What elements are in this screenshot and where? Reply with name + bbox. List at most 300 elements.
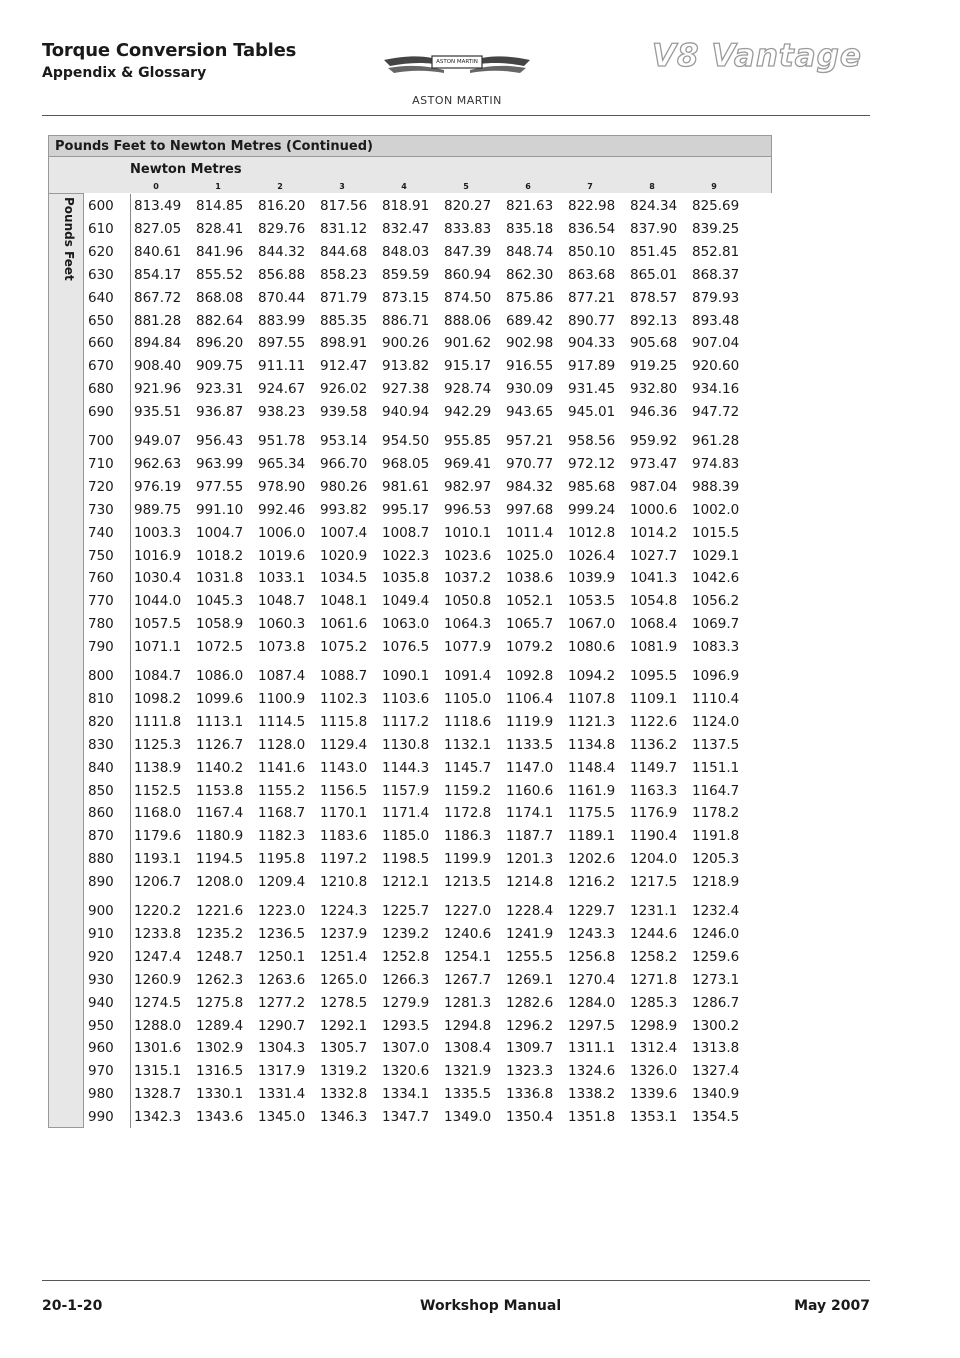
table-row [48,757,772,779]
table-cell: 821.63 [506,198,554,214]
table-cell: 963.99 [196,455,244,472]
table-cell: 1122.6 [630,713,678,730]
table-cell: 1248.7 [196,948,244,965]
table-cell: 1220.2 [134,903,182,919]
table-cell: 827.05 [134,220,182,237]
table-cell: 962.63 [134,455,182,472]
table-cell: 1326.0 [630,1063,678,1080]
table-cell: 972.12 [568,455,616,472]
table-cell: 1183.6 [320,828,368,845]
table-cell: 832.47 [382,220,430,237]
table-cell: 1332.8 [320,1086,368,1103]
table-cell: 1312.4 [630,1040,678,1057]
table-cell: 947.72 [692,404,740,421]
table-cell: 1328.7 [134,1086,182,1103]
table-cell: 1229.7 [568,903,616,919]
table-cell: 1216.2 [568,874,616,891]
table-cell: 1354.5 [692,1109,740,1126]
table-cell: 1198.5 [382,851,430,868]
table-cell: 1110.4 [692,690,740,707]
table-cell: 1138.9 [134,759,182,776]
table-cell: 936.87 [196,404,244,421]
row-label: 750 [88,547,114,564]
row-label: 610 [88,220,114,237]
table-cell: 841.96 [196,243,244,260]
table-cell: 1254.1 [444,948,492,965]
table-row [48,545,772,567]
row-label: 700 [88,433,114,449]
table-cell: 1240.6 [444,925,492,942]
column-group-label: Newton Metres [130,162,242,177]
column-header: 6 [525,182,531,191]
table-cell: 1346.3 [320,1109,368,1126]
row-label: 870 [88,828,114,845]
section-title: Torque Conversion Tables [42,40,297,61]
table-cell: 824.34 [630,198,678,214]
table-cell: 1153.8 [196,782,244,799]
table-cell: 1090.1 [382,668,430,684]
row-label: 830 [88,736,114,753]
table-cell: 1025.0 [506,547,554,564]
row-label: 850 [88,782,114,799]
header-rule [42,115,870,116]
table-cell: 1271.8 [630,971,678,988]
row-label: 860 [88,805,114,822]
table-cell: 844.32 [258,243,306,260]
row-label: 930 [88,971,114,988]
table-row [48,871,772,893]
section-subtitle: Appendix & Glossary [42,65,207,81]
table-cell: 956.43 [196,433,244,449]
table-cell: 1214.8 [506,874,554,891]
table-cell: 1252.8 [382,948,430,965]
table-cell: 1174.1 [506,805,554,822]
table-row [48,590,772,612]
table-cell: 1099.6 [196,690,244,707]
table-cell: 1311.1 [568,1040,616,1057]
table-cell: 1336.8 [506,1086,554,1103]
table-cell: 1052.1 [506,593,554,610]
table-cell: 902.98 [506,335,554,352]
table-cell: 875.86 [506,289,554,306]
table-cell: 1118.6 [444,713,492,730]
table-cell: 1244.6 [630,925,678,942]
table-cell: 1007.4 [320,524,368,541]
table-cell: 1317.9 [258,1063,306,1080]
table-cell: 1167.4 [196,805,244,822]
table-cell: 813.49 [134,198,182,214]
table-cell: 930.09 [506,381,554,398]
table-cell: 1232.4 [692,903,740,919]
table-cell: 1170.1 [320,805,368,822]
table-cell: 1105.0 [444,690,492,707]
table-cell: 890.77 [568,312,616,329]
table-row [48,688,772,710]
table-cell: 1102.3 [320,690,368,707]
manual-name: Workshop Manual [420,1298,562,1314]
table-cell: 1285.3 [630,994,678,1011]
table-cell: 1049.4 [382,593,430,610]
table-cell: 1247.4 [134,948,182,965]
table-cell: 1121.3 [568,713,616,730]
conversion-table [48,135,774,1128]
table-cell: 1300.2 [692,1017,740,1034]
table-cell: 851.45 [630,243,678,260]
table-row [48,355,772,377]
table-cell: 867.72 [134,289,182,306]
row-label: 660 [88,335,114,352]
table-cell: 1096.9 [692,668,740,684]
row-label: 770 [88,593,114,610]
table-cell: 1095.5 [630,668,678,684]
table-cell: 1091.4 [444,668,492,684]
table-cell: 909.75 [196,358,244,375]
table-cell: 1347.7 [382,1109,430,1126]
table-row [48,1015,772,1037]
table-cell: 1151.1 [692,759,740,776]
row-label: 940 [88,994,114,1011]
row-label: 600 [88,198,114,214]
column-header: 3 [339,182,345,191]
table-cell: 893.48 [692,312,740,329]
column-header: 4 [401,182,407,191]
table-cell: 1256.8 [568,948,616,965]
table-cell: 1281.3 [444,994,492,1011]
table-row [48,636,772,658]
table-cell: 1313.8 [692,1040,740,1057]
table-cell: 954.50 [382,433,430,449]
table-cell: 1022.3 [382,547,430,564]
row-label: 790 [88,639,114,656]
table-cell: 1026.4 [568,547,616,564]
table-cell: 831.12 [320,220,368,237]
table-cell: 1241.9 [506,925,554,942]
table-cell: 938.23 [258,404,306,421]
table-cell: 1320.6 [382,1063,430,1080]
table-cell: 1270.4 [568,971,616,988]
table-cell: 1034.5 [320,570,368,587]
table-cell: 1235.2 [196,925,244,942]
table-cell: 1071.1 [134,639,182,656]
table-cell: 932.80 [630,381,678,398]
table-cell: 1193.1 [134,851,182,868]
table-row [48,923,772,945]
table-cell: 825.69 [692,198,740,214]
row-label: 880 [88,851,114,868]
table-cell: 822.98 [568,198,616,214]
table-cell: 1061.6 [320,616,368,633]
table-cell: 987.04 [630,478,678,495]
table-cell: 1199.9 [444,851,492,868]
table-cell: 1140.2 [196,759,244,776]
table-cell: 1223.0 [258,903,306,919]
table-cell: 1176.9 [630,805,678,822]
table-cell: 1023.6 [444,547,492,564]
table-cell: 1126.7 [196,736,244,753]
table-cell: 1171.4 [382,805,430,822]
table-cell: 1079.2 [506,639,554,656]
table-cell: 970.77 [506,455,554,472]
table-cell: 850.10 [568,243,616,260]
row-label: 620 [88,243,114,260]
row-label: 990 [88,1109,114,1126]
table-row [48,613,772,635]
table-cell: 1148.4 [568,759,616,776]
row-label: 800 [88,668,114,684]
table-cell: 923.31 [196,381,244,398]
table-cell: 905.68 [630,335,678,352]
table-cell: 911.11 [258,358,306,375]
table-cell: 1213.5 [444,874,492,891]
table-cell: 1297.5 [568,1017,616,1034]
table-row [48,195,772,217]
table-cell: 1267.7 [444,971,492,988]
table-cell: 1218.9 [692,874,740,891]
table-cell: 1289.4 [196,1017,244,1034]
table-cell: 1152.5 [134,782,182,799]
table-cell: 969.41 [444,455,492,472]
table-cell: 1030.4 [134,570,182,587]
table-cell: 942.29 [444,404,492,421]
table-cell: 1274.5 [134,994,182,1011]
table-cell: 968.05 [382,455,430,472]
table-cell: 1068.4 [630,616,678,633]
table-cell: 1353.1 [630,1109,678,1126]
table-cell: 924.67 [258,381,306,398]
table-cell: 1124.0 [692,713,740,730]
table-cell: 997.68 [506,501,554,518]
table-cell: 840.61 [134,243,182,260]
table-cell: 1054.8 [630,593,678,610]
table-cell: 1029.1 [692,547,740,564]
row-label: 820 [88,713,114,730]
table-cell: 860.94 [444,266,492,283]
table-cell: 1246.0 [692,925,740,942]
row-label: 890 [88,874,114,891]
table-cell: 1304.3 [258,1040,306,1057]
table-cell: 927.38 [382,381,430,398]
table-cell: 1305.7 [320,1040,368,1057]
table-cell: 949.07 [134,433,182,449]
table-cell: 1330.1 [196,1086,244,1103]
table-cell: 1033.1 [258,570,306,587]
table-cell: 1069.7 [692,616,740,633]
table-cell: 1316.5 [196,1063,244,1080]
table-cell: 1338.2 [568,1086,616,1103]
table-cell: 1279.9 [382,994,430,1011]
table-cell: 828.41 [196,220,244,237]
table-cell: 854.17 [134,266,182,283]
row-label: 670 [88,358,114,375]
table-cell: 829.76 [258,220,306,237]
table-caption: Pounds Feet to Newton Metres (Continued) [48,135,772,157]
table-cell: 1345.0 [258,1109,306,1126]
row-label: 780 [88,616,114,633]
table-cell: 1206.7 [134,874,182,891]
table-cell: 1278.5 [320,994,368,1011]
logo-badge-text: ASTON MARTIN [436,59,478,65]
table-cell: 1155.2 [258,782,306,799]
table-cell: 1286.7 [692,994,740,1011]
table-cell: 1144.3 [382,759,430,776]
table-cell: 917.89 [568,358,616,375]
table-cell: 943.65 [506,404,554,421]
table-cell: 1315.1 [134,1063,182,1080]
table-cell: 892.13 [630,312,678,329]
table-cell: 978.90 [258,478,306,495]
table-cell: 1331.4 [258,1086,306,1103]
row-label: 920 [88,948,114,965]
table-cell: 946.36 [630,404,678,421]
table-cell: 981.61 [382,478,430,495]
table-cell: 1187.7 [506,828,554,845]
table-cell: 988.39 [692,478,740,495]
table-cell: 912.47 [320,358,368,375]
model-logo: V8 Vantage [652,38,862,74]
table-cell: 1117.2 [382,713,430,730]
table-cell: 1201.3 [506,851,554,868]
table-cell: 1190.4 [630,828,678,845]
table-cell: 1301.6 [134,1040,182,1057]
table-cell: 935.51 [134,404,182,421]
table-cell: 1319.2 [320,1063,368,1080]
table-cell: 1057.5 [134,616,182,633]
column-header: 7 [587,182,593,191]
table-cell: 1149.7 [630,759,678,776]
table-cell: 1250.1 [258,948,306,965]
table-cell: 1296.2 [506,1017,554,1034]
table-cell: 1266.3 [382,971,430,988]
table-cell: 940.94 [382,404,430,421]
column-header: 9 [711,182,717,191]
table-cell: 1282.6 [506,994,554,1011]
table-cell: 1063.0 [382,616,430,633]
table-cell: 1048.7 [258,593,306,610]
table-cell: 1321.9 [444,1063,492,1080]
table-cell: 1161.9 [568,782,616,799]
table-cell: 879.93 [692,289,740,306]
table-cell: 837.90 [630,220,678,237]
table-cell: 1350.4 [506,1109,554,1126]
table-cell: 1175.5 [568,805,616,822]
table-cell: 965.34 [258,455,306,472]
brand-name: ASTON MARTIN [412,94,502,107]
table-row [48,287,772,309]
table-row [48,1106,772,1128]
table-cell: 974.83 [692,455,740,472]
table-cell: 976.19 [134,478,182,495]
table-cell: 1018.2 [196,547,244,564]
row-label: 710 [88,455,114,472]
table-cell: 1205.3 [692,851,740,868]
footer-rule [42,1280,870,1281]
table-row [48,969,772,991]
table-cell: 1087.4 [258,668,306,684]
table-cell: 934.16 [692,381,740,398]
table-cell: 1209.4 [258,874,306,891]
table-cell: 915.17 [444,358,492,375]
table-cell: 852.81 [692,243,740,260]
table-cell: 1111.8 [134,713,182,730]
table-cell: 1182.3 [258,828,306,845]
table-cell: 1189.1 [568,828,616,845]
table-cell: 928.74 [444,381,492,398]
table-cell: 1011.4 [506,524,554,541]
table-row [48,378,772,400]
table-cell: 1098.2 [134,690,182,707]
table-cell: 1002.0 [692,501,740,518]
table-cell: 1212.1 [382,874,430,891]
table-cell: 1243.3 [568,925,616,942]
table-cell: 1308.4 [444,1040,492,1057]
table-row [48,825,772,847]
table-cell: 1064.3 [444,616,492,633]
table-cell: 953.14 [320,433,368,449]
table-cell: 1094.2 [568,668,616,684]
table-cell: 1168.0 [134,805,182,822]
table-cell: 1231.1 [630,903,678,919]
table-cell: 1335.5 [444,1086,492,1103]
table-cell: 896.20 [196,335,244,352]
table-cell: 985.68 [568,478,616,495]
table-cell: 996.53 [444,501,492,518]
table-cell: 1224.3 [320,903,368,919]
table-cell: 1340.9 [692,1086,740,1103]
table-row [48,992,772,1014]
table-cell: 1016.9 [134,547,182,564]
table-cell: 862.30 [506,266,554,283]
table-cell: 1342.3 [134,1109,182,1126]
table-row [48,241,772,263]
table-cell: 1038.6 [506,570,554,587]
table-cell: 1103.6 [382,690,430,707]
table-cell: 1015.5 [692,524,740,541]
table-row [48,310,772,332]
table-cell: 1204.0 [630,851,678,868]
table-cell: 1239.2 [382,925,430,942]
table-cell: 921.96 [134,381,182,398]
table-cell: 1323.3 [506,1063,554,1080]
table-cell: 836.54 [568,220,616,237]
table-cell: 897.55 [258,335,306,352]
table-row [48,499,772,521]
table-cell: 1128.0 [258,736,306,753]
row-label: 690 [88,404,114,421]
table-cell: 1191.8 [692,828,740,845]
table-cell: 1260.9 [134,971,182,988]
table-cell: 1334.1 [382,1086,430,1103]
table-cell: 1137.5 [692,736,740,753]
table-cell: 1008.7 [382,524,430,541]
table-cell: 856.88 [258,266,306,283]
table-row [48,476,772,498]
row-group-label: Pounds Feet [62,197,76,281]
table-cell: 1217.5 [630,874,678,891]
table-cell: 1221.6 [196,903,244,919]
table-cell: 839.25 [692,220,740,237]
row-label: 980 [88,1086,114,1103]
table-cell: 995.17 [382,501,430,518]
table-cell: 1275.8 [196,994,244,1011]
table-cell: 1076.5 [382,639,430,656]
row-label: 680 [88,381,114,398]
table-cell: 1130.8 [382,736,430,753]
table-cell: 1136.2 [630,736,678,753]
table-row [48,780,772,802]
table-cell: 847.39 [444,243,492,260]
table-cell: 848.74 [506,243,554,260]
aston-martin-wings-logo [382,42,532,92]
